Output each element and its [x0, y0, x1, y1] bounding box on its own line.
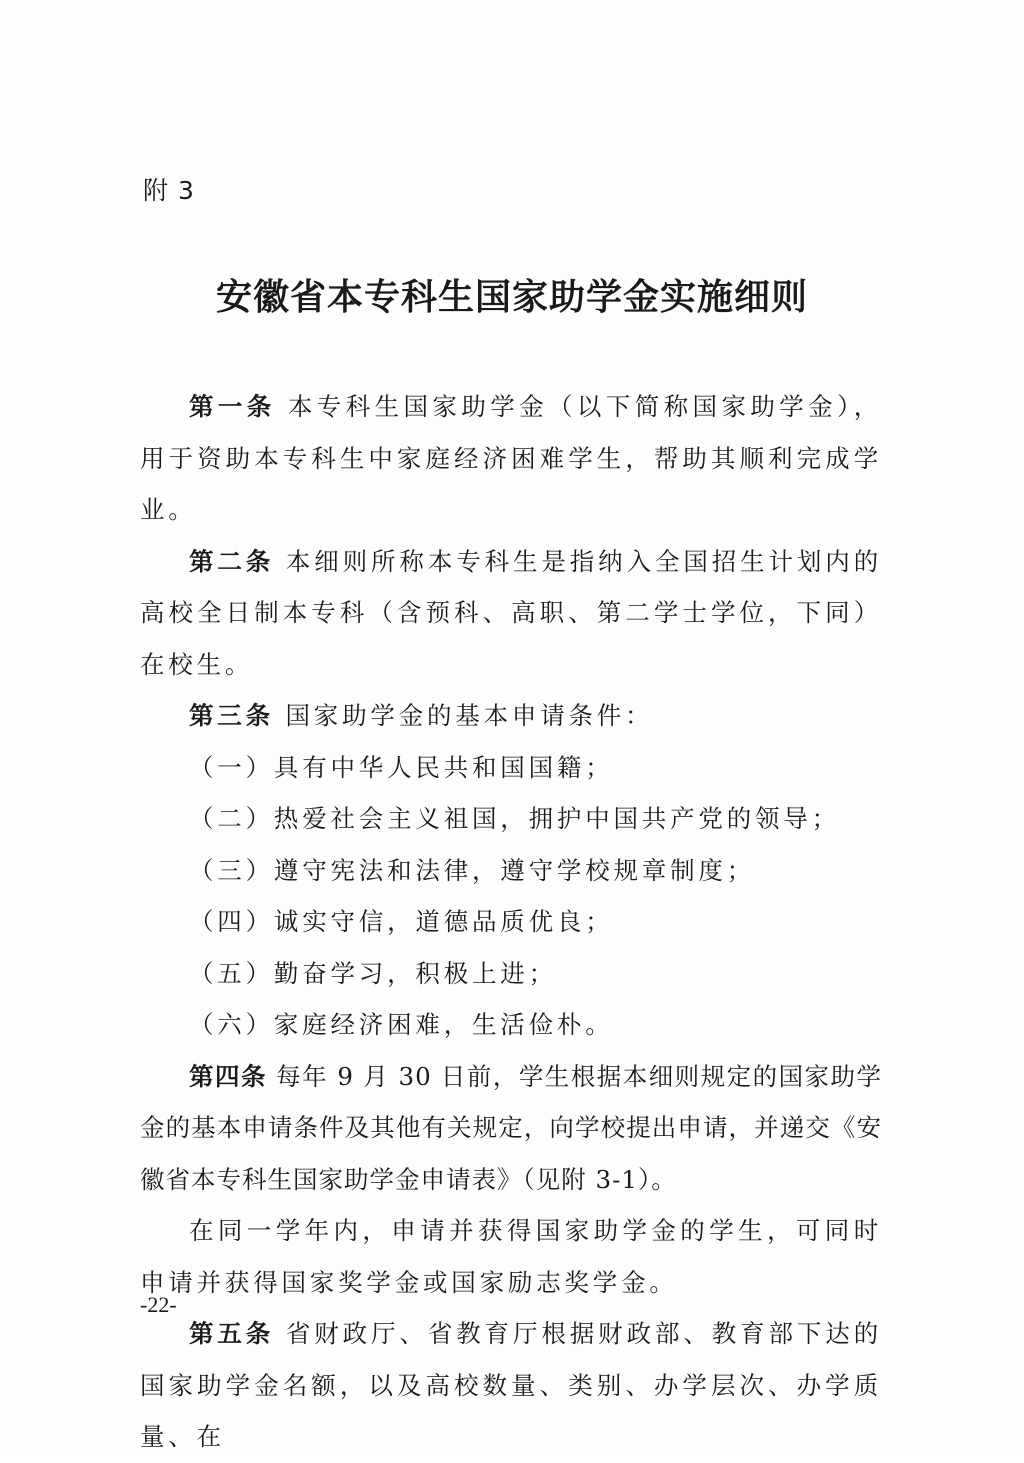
article-4-continuation: [140, 1205, 882, 1308]
condition-text: （四）诚实守信，道德品质优良；: [189, 907, 614, 936]
condition-text: （六）家庭经济困难，生活俭朴。: [189, 1010, 614, 1039]
attachment-label: 附 3: [143, 176, 195, 205]
article-heading: 第五条: [189, 1319, 275, 1348]
article-heading: 第二条: [189, 546, 275, 576]
article-2-paragraph: [140, 536, 882, 691]
article-text: 本专科生国家助学金（以下简称国家助学金），用于资助本专科生中家庭经济困难学生，帮助其顺利完成学业。: [140, 392, 883, 524]
article-5-paragraph: [140, 1308, 882, 1463]
article-text: 在同一学年内，申请并获得国家助学金的学生，可同时申请并获得国家奖学金或国家励志奖学金。: [140, 1216, 882, 1297]
article-text: 省财政厅、省教育厅根据财政部、教育部下达的国家助学金名额，以及高校数量、类别、办学层次、办学质量、在: [140, 1319, 883, 1451]
condition-text: （二）热爱社会主义祖国，拥护中国共产党的领导；: [189, 804, 840, 833]
condition-item-3: [140, 845, 882, 897]
article-text: 国家助学金的基本申请条件：: [273, 701, 654, 730]
condition-item-5: [140, 948, 882, 1000]
document-body: [140, 381, 882, 1463]
condition-item-6: [140, 999, 882, 1051]
article-text: 本细则所称本专科生是指纳入全国招生计划内的高校全日制本专科（含预科、高职、第二学士学位，下同）在校生。: [140, 546, 883, 679]
condition-item-2: [140, 793, 882, 845]
document-title: 安徽省本专科生国家助学金实施细则: [215, 277, 808, 318]
condition-item-4: [140, 896, 882, 948]
article-3-paragraph: [140, 690, 882, 742]
article-4-paragraph: [140, 1051, 882, 1206]
article-heading: 第四条: [189, 1061, 267, 1091]
page-number: -22-: [140, 1292, 177, 1317]
condition-item-1: [140, 742, 882, 794]
article-heading: 第一条: [189, 392, 276, 421]
article-1-paragraph: [140, 381, 882, 536]
condition-text: （三）遵守宪法和法律，遵守学校规章制度；: [189, 855, 755, 885]
condition-text: （一）具有中华人民共和国国籍；: [189, 752, 614, 782]
condition-text: （五）勤奋学习，积极上进；: [189, 958, 557, 988]
article-text: 每年 9 月 30 日前，学生根据本细则规定的国家助学金的基本申请条件及其他有关规定，向学校提出申请，并递交《安徽省本专科生国家助学金申请表》（见附 3-1）。: [140, 1061, 882, 1194]
article-heading: 第三条: [189, 701, 274, 730]
